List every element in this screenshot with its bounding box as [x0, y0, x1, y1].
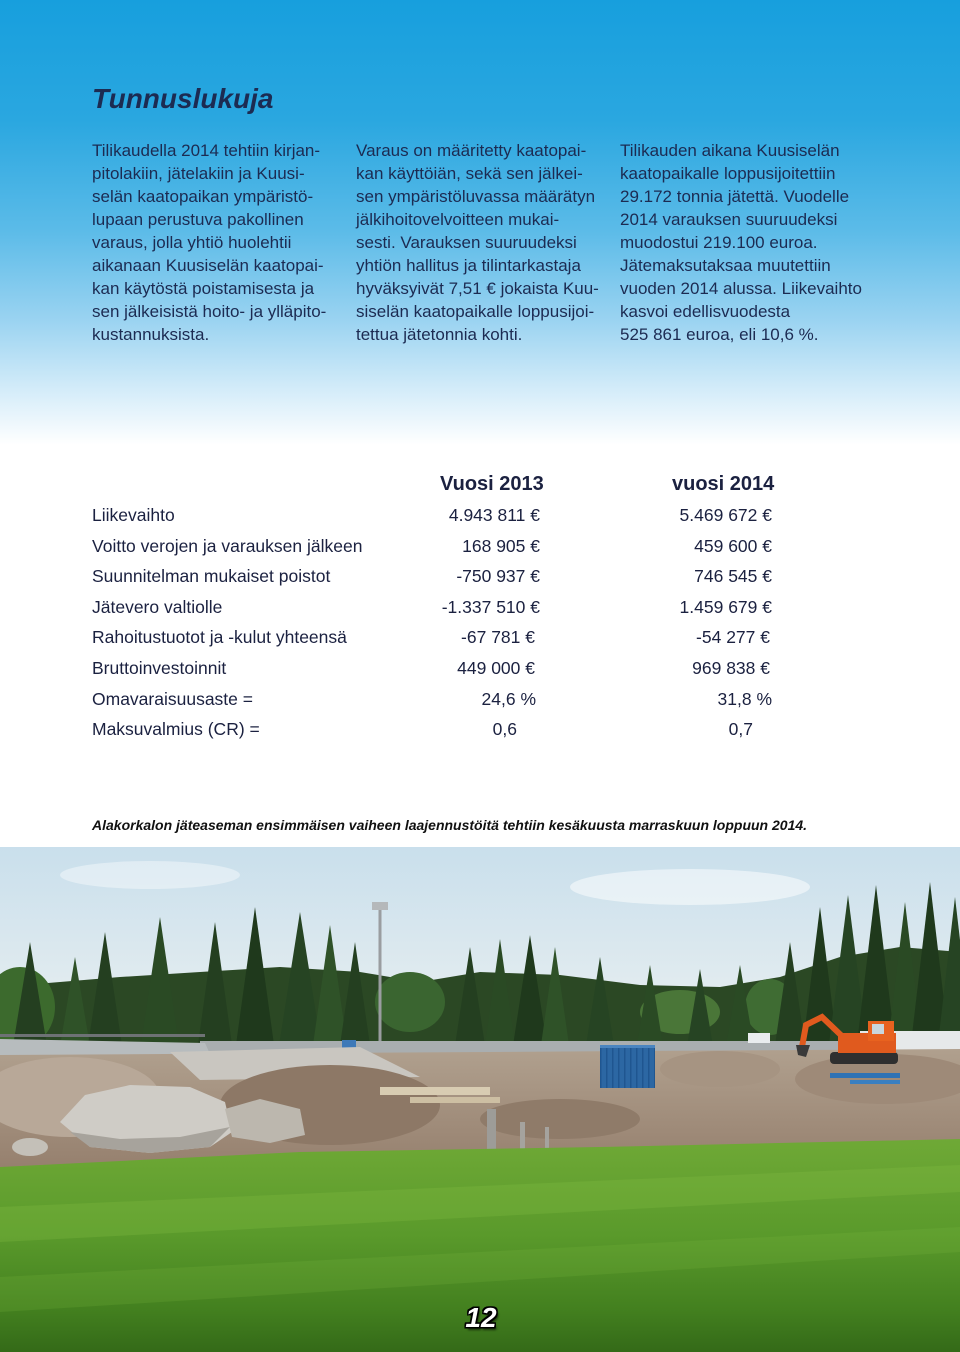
- intro-column-1: [92, 139, 326, 346]
- intro-column-2: [356, 139, 599, 346]
- small-rock: [12, 1138, 48, 1156]
- timber-planks: [380, 1087, 490, 1095]
- column-2-line: siselän kaatopaikalle loppusijoi-: [356, 302, 595, 321]
- value-2014: -54 277 €: [696, 627, 770, 648]
- value-2013: 4.943 811 €: [448, 505, 540, 525]
- column-1-line: varaus, jolla yhtiö huolehtii: [92, 233, 292, 252]
- blue-container: [600, 1045, 655, 1088]
- header-year-2014: vuosi 2014: [672, 473, 775, 495]
- table-row: [92, 500, 772, 531]
- value-2013: -750 937 €: [456, 566, 540, 587]
- row-label: Suunnitelman mukaiset poistot: [92, 566, 331, 587]
- table-row: [92, 561, 772, 592]
- dirt-patch: [480, 1099, 640, 1139]
- blue-pipe: [850, 1080, 900, 1084]
- row-label: Bruttoinvestoinnit: [92, 657, 227, 678]
- column-1-line: selän kaatopaikan ympäristö-: [92, 187, 314, 206]
- birch-tree: [375, 972, 445, 1032]
- column-2-line: hyväksyivät 7,51 € jokaista Kuu-: [356, 279, 599, 298]
- floodlight: [372, 902, 388, 910]
- excavator-window: [872, 1024, 884, 1034]
- column-1-line: aikanaan Kuusiselän kaatopai-: [92, 256, 324, 275]
- column-1-line: pitolakiin, jätelakiin ja Kuusi-: [92, 164, 305, 183]
- container-top-edge: [600, 1045, 655, 1048]
- header-year-2013: Vuosi 2013: [440, 473, 544, 495]
- column-3-line: 2014 varauksen suuruudeksi: [620, 210, 838, 229]
- column-1-line: lupaan perustuva pakollinen: [92, 210, 304, 229]
- white-van: [748, 1033, 770, 1043]
- table-row: [92, 714, 772, 745]
- value-2013: 0,6: [492, 719, 517, 740]
- table-row: [92, 684, 772, 715]
- table-row: [92, 592, 772, 623]
- column-3-line: 525 861 euroa, eli 10,6 %.: [620, 325, 819, 344]
- page-number: 12: [465, 1302, 497, 1333]
- value-2014: 5.469 672 €: [679, 505, 772, 525]
- table-row: [92, 531, 772, 562]
- page-title: Tunnuslukuja: [92, 83, 274, 114]
- column-2-line: sesti. Varauksen suuruudeksi: [356, 233, 577, 252]
- column-2-line: Varaus on määritetty kaatopai-: [356, 141, 587, 160]
- excavator-tracks: [830, 1052, 898, 1064]
- cloud: [60, 861, 240, 889]
- row-label: Voitto verojen ja varauksen jälkeen: [92, 535, 363, 556]
- column-1-line: Tilikaudella 2014 tehtiin kirjan-: [92, 141, 321, 160]
- concrete-post: [520, 1122, 525, 1150]
- column-2-line: yhtiön hallitus ja tilintarkastaja: [356, 256, 581, 275]
- column-3-line: 29.172 tonnia jätettä. Vuodelle: [620, 187, 850, 206]
- column-3-line: kasvoi edellisvuodesta: [620, 302, 791, 321]
- column-2-line: jälkihoitovelvoitteen mukai-: [356, 210, 560, 229]
- column-2-line: kan käyttöiän, sekä sen jälkei-: [356, 164, 583, 183]
- table-row: [92, 653, 772, 684]
- column-3-line: kaatopaikalle loppusijoitettiin: [620, 164, 836, 183]
- cloud: [570, 869, 810, 905]
- column-2-line: sen ympäristöluvassa määrätyn: [356, 187, 596, 206]
- column-1-line: kustannuksista.: [92, 325, 210, 344]
- intro-column-3: [620, 139, 862, 346]
- column-3-line: Tilikauden aikana Kuusiselän: [620, 141, 840, 160]
- table-header-row: [92, 469, 775, 500]
- ramp-railing: [0, 1034, 205, 1037]
- blue-pipe: [830, 1073, 900, 1078]
- table-row: [92, 622, 772, 653]
- concrete-post: [487, 1109, 496, 1151]
- column-3-line: Jätemaksutaksaa muutettiin: [620, 256, 831, 275]
- column-1-line: sen jälkeisistä hoito- ja ylläpito-: [92, 302, 327, 321]
- dirt-pile: [660, 1051, 780, 1087]
- value-2014: 0,7: [728, 719, 753, 740]
- value-2013: 168 905 €: [462, 535, 540, 556]
- photo-caption: Alakorkalon jäteaseman ensimmäisen vaiheen laajennustöitä tehtiin kesäkuusta marraskuun loppuun 2014.: [92, 817, 808, 833]
- row-label: Liikevaihto: [92, 505, 175, 525]
- construction-site-photo: [0, 847, 960, 1352]
- column-1-line: kan käytöstä poistamisesta ja: [92, 279, 315, 298]
- column-2-line: tettua jätetonnia kohti.: [356, 325, 523, 344]
- value-2013: 449 000 €: [457, 657, 535, 678]
- value-2013: -1.337 510 €: [441, 596, 540, 617]
- value-2014: 969 838 €: [692, 657, 770, 678]
- row-label: Rahoitustuotot ja -kulut yhteensä: [92, 627, 347, 648]
- value-2013: 24,6 %: [481, 688, 536, 709]
- column-3-line: muodostui 219.100 euroa.: [620, 233, 818, 252]
- key-figures-table: [92, 469, 775, 745]
- value-2014: 1.459 679 €: [679, 596, 772, 617]
- row-label: Jätevero valtiolle: [92, 596, 223, 617]
- column-3-line: vuoden 2014 alussa. Liikevaihto: [620, 279, 862, 298]
- value-2014: 746 545 €: [694, 566, 772, 587]
- row-label: Maksuvalmius (CR) =: [92, 719, 260, 740]
- value-2013: -67 781 €: [461, 627, 535, 648]
- value-2014: 31,8 %: [717, 688, 772, 709]
- concrete-post: [545, 1127, 549, 1149]
- row-label: Omavaraisuusaste =: [92, 688, 253, 709]
- value-2014: 459 600 €: [694, 535, 772, 556]
- timber-planks: [410, 1097, 500, 1103]
